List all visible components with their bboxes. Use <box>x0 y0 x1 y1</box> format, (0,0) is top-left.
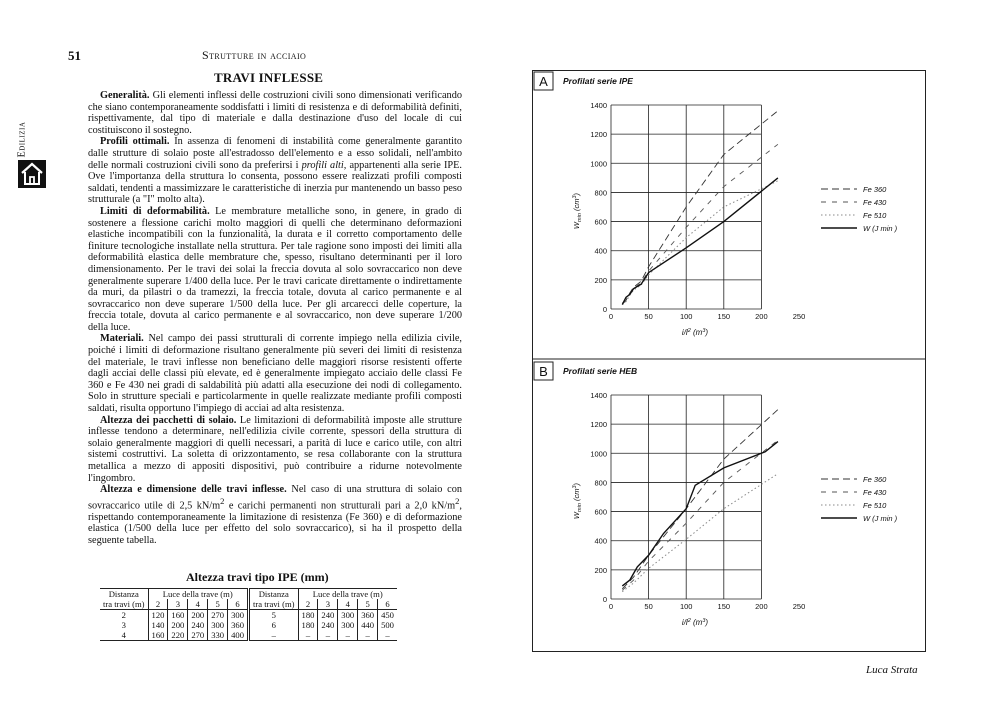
paragraph-title: Profili ottimali. <box>100 136 170 148</box>
table-cell: – <box>298 630 318 641</box>
table-cell: 240 <box>318 610 338 621</box>
table-cell: – <box>318 630 338 641</box>
paragraph-title: Altezza dei pacchetti di solaio. <box>100 414 237 426</box>
paragraph-emphasis: profili alti, <box>301 159 347 171</box>
paragraph-text: Le limitazioni di deformabilità imposte alle strutture inflesse tendono a determinare, nell'edilizia civile corrente, spessori della struttura di solaio generalmente maggiori di quelli necessari, a parità di luce e carico utile, con altri sistemi costruttivi. La soletta di orizzontamento, se resa collaborante con la struttura metallica a mezzo di appositi dispositivi, può contribuire a ridurne notevolmente l'ingombro. <box>88 414 462 484</box>
paragraph-title: Limiti di deformabilità. <box>100 205 210 217</box>
table-header: 4 <box>338 599 358 610</box>
x-tick-label: 200 <box>755 312 768 321</box>
table-cell: 270 <box>208 610 228 621</box>
legend-label: Fe 360 <box>863 185 887 194</box>
ipe-height-table <box>100 588 397 641</box>
table-cell: 180 <box>298 620 318 630</box>
y-axis-label-unit: (cm <box>572 488 581 504</box>
x-tick-label: 100 <box>679 602 693 611</box>
paragraph-text: In assenza di fenomeni di instabilità come generalmente garantito dalle strutture di solaio poste all'estradosso dell'elemento e a esso solidali, nell'ambito delle normali costruzioni civili sono da preferirsi i <box>88 136 463 171</box>
x-axis-label-close: ) <box>705 328 709 337</box>
table-title: Altezza travi tipo IPE (mm) <box>186 570 329 584</box>
chart-title: Profilati serie HEB <box>563 366 638 376</box>
paragraph <box>88 136 462 206</box>
table-cell: 300 <box>228 610 249 621</box>
table-cell: 2 <box>121 610 126 620</box>
x-tick-label: 0 <box>608 602 614 611</box>
x-tick-label: 100 <box>679 312 693 321</box>
table-cell: 6 <box>248 620 298 630</box>
series-line-fe-360 <box>622 111 778 303</box>
table-header: tra travi (m) <box>248 599 298 610</box>
table-cell: 180 <box>298 610 318 621</box>
y-axis-label <box>572 482 583 519</box>
figure-svg <box>533 71 925 651</box>
y-tick-label: 1200 <box>590 130 607 140</box>
paragraph-text: Nel caso di una struttura di solaio con sovraccarico utile di 2,5 kN/m <box>88 484 462 512</box>
paragraph <box>88 415 462 485</box>
paragraph-text: appartenenti alla serie IPE. Ove l'importanza della struttura lo consenta, possono essere realizzati profili composti saldati, tendenti a massimizzare le caratteristiche di inerzia pur mantenendo un basso peso strutturale (a "I" molto alta). <box>88 159 462 206</box>
table-cell: – <box>248 630 298 641</box>
y-axis-label-exp: 3 <box>572 195 578 199</box>
x-axis-label-exp: 2 <box>687 328 691 334</box>
paragraph-title: Generalità. <box>100 90 150 101</box>
table-cell: 300 <box>208 620 228 630</box>
table-header: Luce della trave (m) <box>148 589 248 600</box>
series-line-fe-430 <box>622 440 778 590</box>
legend-label: Fe 510 <box>863 501 887 510</box>
y-tick-label: 800 <box>594 188 607 198</box>
table-header: Distanza <box>248 589 298 600</box>
y-axis-label-unit: (cm <box>572 198 581 214</box>
table-cell: – <box>358 630 378 641</box>
table-cell: 450 <box>378 610 397 621</box>
series-line-w-j-min- <box>622 178 778 305</box>
y-tick-label: 600 <box>594 507 607 517</box>
table-row <box>100 630 397 641</box>
table-header: 3 <box>168 599 188 610</box>
table-cell: 330 <box>208 630 228 641</box>
legend-label: Fe 510 <box>863 211 887 220</box>
x-tick-label: 250 <box>792 602 806 611</box>
x-tick-label: 0 <box>608 312 614 321</box>
y-tick-label: 1200 <box>590 420 607 430</box>
paragraph <box>88 484 462 546</box>
y-axis-label <box>572 192 583 229</box>
y-tick-label: 1000 <box>590 449 607 459</box>
paragraph-text: , rispettando contemporaneamente la limitazione di resistenza (Fe 360) e di deformazione elastica (1/500 della luce per effetto del solo sovraccarico), si ha il prospetto della seguente tabella. <box>88 500 462 546</box>
section-title: TRAVI INFLESSE <box>214 70 324 85</box>
x-tick-label: 200 <box>755 602 768 611</box>
series-line-fe-510 <box>622 474 778 592</box>
y-axis-label-exp: 3 <box>572 485 578 489</box>
y-tick-label: 200 <box>594 565 607 575</box>
panel-letter: A <box>539 74 548 89</box>
table-row <box>100 620 397 630</box>
legend-label: Fe 360 <box>863 475 887 484</box>
y-tick-label: 0 <box>602 305 607 314</box>
table-header: 6 <box>378 599 397 610</box>
series-line-fe-360 <box>622 410 778 589</box>
table-header: 5 <box>358 599 378 610</box>
panel-letter: B <box>539 364 548 379</box>
x-axis-label-unit: (m <box>690 328 703 337</box>
table-cell: 140 <box>148 620 168 630</box>
paragraph-title: Altezza e dimensione delle travi inflesse. <box>100 484 287 496</box>
table-cell: 240 <box>188 620 208 630</box>
table-cell: 400 <box>228 630 249 641</box>
y-tick-label: 1400 <box>590 391 607 400</box>
table-header: 6 <box>228 599 249 610</box>
table-cell: 200 <box>188 610 208 621</box>
table-cell: 3 <box>121 620 126 630</box>
y-axis-label-close: ) <box>572 192 581 196</box>
paragraph-text: e carichi permanenti non strutturali pari a 2,0 kN/m <box>224 500 456 512</box>
x-tick-label: 250 <box>792 312 806 321</box>
legend-label: Fe 430 <box>863 198 887 207</box>
table-cell: 5 <box>248 610 298 621</box>
y-tick-label: 200 <box>594 275 607 285</box>
superscript: 2 <box>220 495 225 506</box>
y-axis-label-main: W <box>572 511 581 520</box>
x-tick-label: 50 <box>644 312 653 321</box>
table-cell: 360 <box>228 620 249 630</box>
table-cell: 300 <box>338 620 358 630</box>
x-tick-label: 50 <box>644 602 653 611</box>
paragraph-text: Nel campo dei passi strutturali di corrente impiego nella edilizia civile, poiché i limiti di deformazione risultano generalmente più severi dei limiti di resistenza del materiale, le travi inflesse non beneficiano delle maggiori risorse resistenti offerte dagli acciai delle classi più elevate, ed è generalmente impiegato acciaio delle classi Fe 360 e Fe 430 nei gradi di saldabilità più adatti alla esecuzione dei nodi di collegamento. Solo in strutture speciali e particolarmente in quelle realizzate mediante profili composti saldati, risulta opportuno l'impiego di acciai ad alta resistenza. <box>88 333 462 415</box>
figure-frame <box>532 70 926 652</box>
x-axis-label <box>682 618 708 627</box>
table-cell: 270 <box>188 630 208 641</box>
table-cell: 4 <box>121 630 126 640</box>
table-cell: 160 <box>148 630 168 641</box>
y-axis-label-sub: min <box>577 503 583 512</box>
table-cell: – <box>378 630 397 641</box>
x-axis-label <box>682 328 708 337</box>
legend-label: W (J min ) <box>863 224 898 233</box>
legend-label: W (J min ) <box>863 514 898 523</box>
y-tick-label: 1000 <box>590 159 607 169</box>
table-header: Luce della trave (m) <box>298 589 397 600</box>
y-tick-label: 800 <box>594 478 607 488</box>
x-tick-label: 150 <box>717 602 731 611</box>
table-header: 4 <box>188 599 208 610</box>
y-tick-label: 0 <box>602 595 607 604</box>
y-axis-label-sub: min <box>577 213 583 222</box>
table-header: Distanza <box>108 589 139 599</box>
y-axis-label-close: ) <box>572 482 581 486</box>
table-cell: 300 <box>338 610 358 621</box>
table-cell: 500 <box>378 620 397 630</box>
y-tick-label: 600 <box>594 217 607 227</box>
x-axis-label-exp: 2 <box>687 618 691 624</box>
y-tick-label: 400 <box>594 246 607 256</box>
table-cell: 440 <box>358 620 378 630</box>
x-axis-label-unit: (m <box>690 618 703 627</box>
superscript: 2 <box>455 495 460 506</box>
series-line-fe-510 <box>622 181 778 305</box>
y-tick-label: 400 <box>594 536 607 546</box>
table-header: 3 <box>318 599 338 610</box>
x-axis-label-main: i/l <box>681 618 688 627</box>
table-cell: 160 <box>168 610 188 621</box>
x-axis-label-close: ) <box>705 618 709 627</box>
author-signature: Luca Strata <box>866 664 918 676</box>
paragraph-text: Le membrature metalliche sono, in genere, in grado di sostenere a flessione carichi molto maggiori di quelli che determinano deformazioni elastiche incompatibili con la funzionalità, la durata e il corretto comportamento delle finiture tecnologiche installate nella struttura. Per tale ragione sono imposti dei limiti alla deformabilità elastica delle membrature che, spesso, risultano determinanti per il loro dimensionamento. Per le travi dei solai la freccia dovuta al solo sovraccarico non deve generalmente superare 1/400 della luce. Per le travi caricate direttamente o indirettamente da muri, da pilastri o da tramezzi, la freccia totale, dovuta al carico permanente e al sovraccarico non deve superare 1/500 della luce. Per gli arcarecci delle coperture, la freccia totale, dovuta al carico permanente e al sovraccarico, non deve superare 1/200 della luce. <box>88 205 463 333</box>
legend-label: Fe 430 <box>863 488 887 497</box>
side-section-label: Edilizia <box>16 121 28 158</box>
x-axis-label-exp: 3 <box>702 328 706 334</box>
table-cell: 240 <box>318 620 338 630</box>
chart-panel-b <box>534 362 898 627</box>
table-header: 5 <box>208 599 228 610</box>
y-axis-label-main: W <box>572 221 581 230</box>
table-cell: 220 <box>168 630 188 641</box>
x-axis-label-exp: 3 <box>702 618 706 624</box>
table-cell: 120 <box>148 610 168 621</box>
body-text <box>88 90 462 547</box>
page-number: 51 <box>68 48 81 63</box>
x-tick-label: 150 <box>717 312 731 321</box>
paragraph <box>88 206 462 334</box>
table-row <box>100 610 397 621</box>
paragraph <box>88 90 462 136</box>
table-cell: 360 <box>358 610 378 621</box>
chart-panel-a <box>534 72 898 337</box>
paragraph-text: Gli elementi inflessi delle costruzioni civili sono dimensionati verificando che siano contemporaneamente soddisfatti i limiti di resistenza e di deformabilità definiti, rispettivamente, dal tipo di materiale e dalla destinazione d'uso del locale di cui costituiscono il sostegno. <box>88 90 463 136</box>
table-cell: – <box>338 630 358 641</box>
paragraph <box>88 333 462 414</box>
chart-title: Profilati serie IPE <box>563 76 633 86</box>
x-axis-label-main: i/l <box>681 328 688 337</box>
paragraph-title: Materiali. <box>100 333 144 345</box>
table-header: 2 <box>298 599 318 610</box>
table-cell: 200 <box>168 620 188 630</box>
house-icon <box>18 160 46 188</box>
y-tick-label: 1400 <box>590 101 607 110</box>
table-header: tra travi (m) <box>103 599 145 609</box>
table-header: 2 <box>148 599 168 610</box>
running-title: Strutture in acciaio <box>202 48 307 62</box>
